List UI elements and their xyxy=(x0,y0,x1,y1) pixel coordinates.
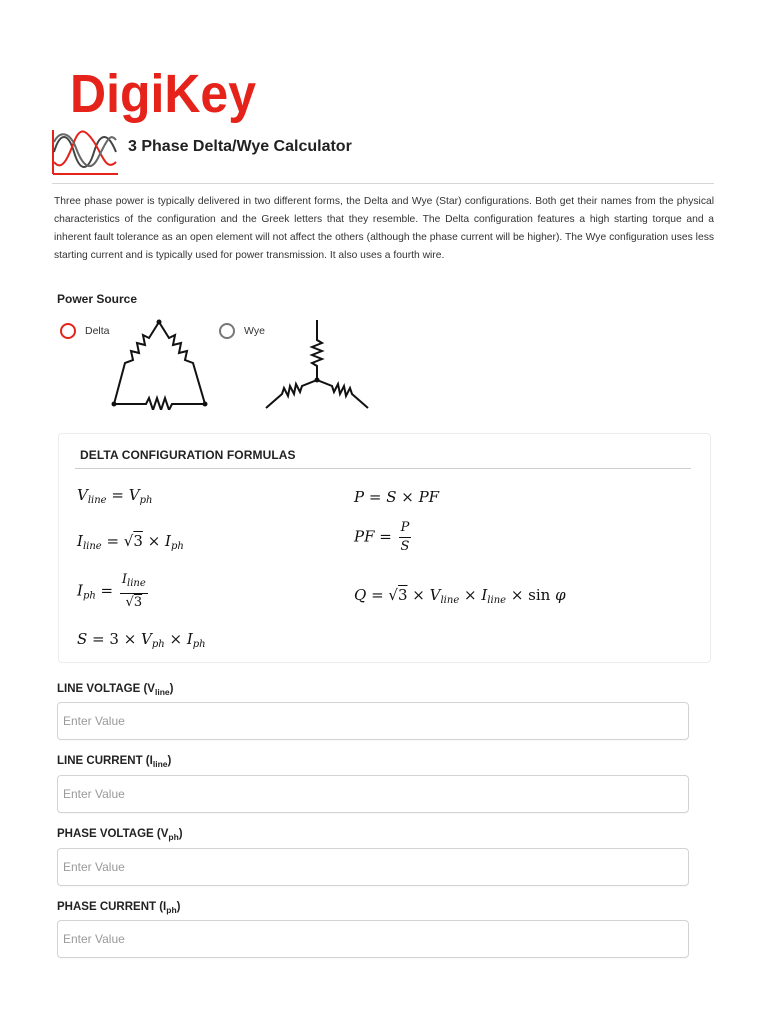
phase-current-input[interactable] xyxy=(57,920,689,958)
formula-s: $S = 3 \times V_{ph} \times I_{ph}$ xyxy=(77,630,206,650)
page-title: 3 Phase Delta/Wye Calculator xyxy=(128,138,352,155)
formula-pf: PF = $\frac{P}{S}$ xyxy=(354,520,410,554)
formula-vline: $V_{line} = V_{ph}$ xyxy=(77,486,153,506)
wye-diagram[interactable] xyxy=(262,318,374,410)
radio-wye-circle[interactable] xyxy=(219,323,235,339)
intro-paragraph: Three phase power is typically delivered in two different forms, the Delta and Wye (Star) configurations. Both get their names from the physical characteristics of the configuration and the Greek letters that they resemble. The Delta configuration features a high starting torque and a inherent fault tolerance as an open element will not affect the others (although the phase current will be higher). The Wye configuration uses less starting current and is typically used for power transmission. It also uses a fourth wire. xyxy=(54,196,714,261)
formula-iph: $I_{ph}$ = $\frac{I_{line}}{√3}$ xyxy=(77,572,146,610)
line-current-label: LINE CURRENT $(I_{line})$ xyxy=(57,755,172,769)
radio-delta[interactable] xyxy=(60,322,110,340)
line-voltage-label: LINE VOLTAGE $(V_{line})$ xyxy=(57,683,174,697)
phase-voltage-label: PHASE VOLTAGE $(V_{ph})$ xyxy=(57,828,183,842)
formula-power: P = S × PF xyxy=(354,488,440,506)
radio-wye-label[interactable]: Wye xyxy=(244,325,265,337)
logo-text: DigiKey xyxy=(70,64,256,124)
delta-diagram[interactable] xyxy=(108,318,212,410)
formula-card-divider xyxy=(75,468,691,469)
formula-q: $Q = √3 \times V_{line} \times I_{line} \times \sin \varphi$ xyxy=(354,586,566,606)
radio-delta-label[interactable]: Delta xyxy=(85,325,110,337)
title-divider xyxy=(52,183,714,184)
radio-delta-circle[interactable] xyxy=(60,323,76,339)
line-voltage-input[interactable] xyxy=(57,702,689,740)
calculator-header xyxy=(52,128,714,176)
three-phase-wave-icon xyxy=(52,128,120,176)
radio-wye[interactable] xyxy=(219,322,265,340)
line-current-input[interactable] xyxy=(57,775,689,813)
power-source-label: Power Source xyxy=(57,292,138,306)
phase-voltage-input[interactable] xyxy=(57,848,689,886)
digikey-logo xyxy=(70,62,260,126)
formula-card-title: DELTA CONFIGURATION FORMULAS xyxy=(80,448,296,462)
phase-current-label: PHASE CURRENT $(I_{ph})$ xyxy=(57,901,181,915)
formula-card xyxy=(58,433,711,663)
formula-iline: $I_{line} = √3 \times I_{ph}$ xyxy=(77,532,184,552)
